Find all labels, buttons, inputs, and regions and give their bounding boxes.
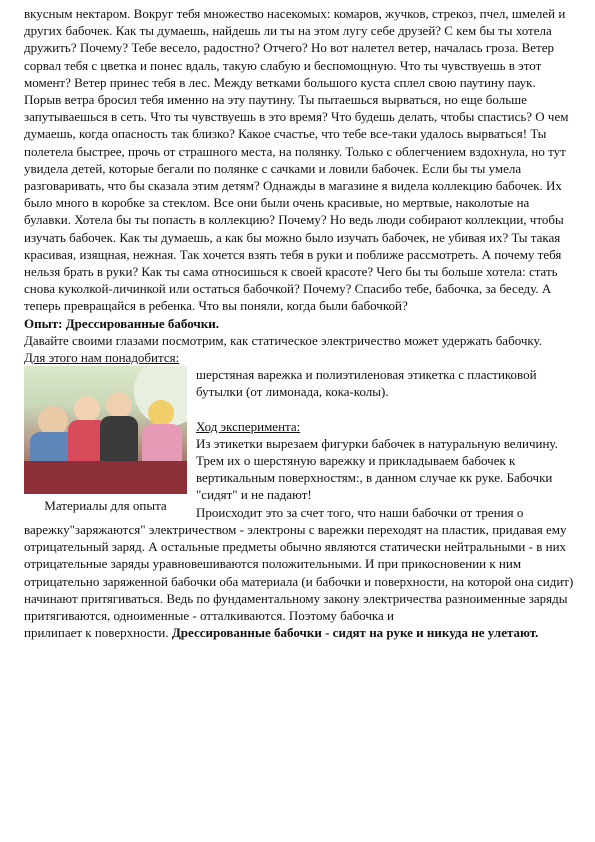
explanation-second: прилипает к поверхности. — [24, 625, 169, 641]
procedure-text: Из этикетки вырезаем фигурки бабочек в натуральную величину. Трем их о шерстяную варежку и прикладываем бабочек к вертикальным поверхностям:, в данном случае кк руке. Бабочки "сидят" и не падают! — [196, 435, 558, 503]
story-paragraph: вкусным нектаром. Вокруг тебя множество насекомых: комаров, жучков, стрекоз, пчел, шмелей и других бабочек. Как ты думаешь, найдешь ли ты на этом лугу себе друзей? С кем бы ты хотела дружить? Почему? Тебе весело, радостно? Отчего? Но вот налетел ветер, началась гроза. Ветер сорвал тебя с цветка и понес вдаль, такую слабую и беспомощную. Что ты чувствуешь в этот момент? Ветер принес тебя в лес. Между ветками большого куста сплел свою паутину паук. Порыв ветра бросил тебя именно на эту паутину. Ты пытаешься вырваться, но еще больше запутываешься в сеть. Что ты чувствуешь в это время? Что будешь делать, чтобы спастись? О чем думаешь, когда опасность так близко? Какое счастье, что тебе все-таки удалось вырваться! Ты полетела быстрее, прочь от страшного места, на полянку. Только с облегчением вздохнула, но тут увидела детей, которые бегали по полянке с сачками и ловили бабочек. Если бы ты умела разговаривать, что бы сказала этим детям? Однажды в магазине я видела коллекцию бабочек. Их было много в коробке за стеклом. Все они были очень красивые, но мертвые, наколотые на булавки. Хотела бы ты попасть в коллекцию? Почему? Но ведь люди собирают коллекции, чтобы изучать бабочек. Как ты думаешь, а как бы можно было изучать бабочек, не убивая их? Ты такая красивая, изящная, нежная. Так хочется взять тебя в руки и поближе рассмотреть. А почему тебя нельзя брать в руки? Как ты сама относишься к своей красоте? Чего бы ты больше хотела: стать снова куколкой-личинкой или остаться бабочкой? Почему? Спасибо тебе, бабочка, за беседу. А теперь превращайся в ребенка. Что вы поняли, когда были бабочкой? — [24, 6, 569, 314]
photo-caption: Материалы для опыта — [44, 498, 167, 514]
materials-needed-label: Для этого нам понадобится: — [24, 350, 180, 366]
conclusion-text: Дрессированные бабочки - сидят на руке и никуда не улетают. — [171, 625, 539, 641]
document-page — [24, 5, 576, 641]
procedure-label: Ход эксперимента: — [196, 418, 301, 434]
experiment-title: Опыт: Дрессированные бабочки. — [24, 315, 219, 331]
materials-section — [24, 366, 576, 624]
materials-list: шерстяная варежка и полиэтиленовая этикетка с пластиковой бутылки (от лимонада, кока-колы). — [196, 367, 537, 400]
experiment-intro: Давайте своими глазами посмотрим, как статическое электричество может удержать бабочку. — [24, 332, 542, 348]
children-photo — [24, 366, 187, 494]
explanation-end — [24, 624, 576, 641]
materials-figure — [24, 366, 187, 514]
explanation-first: Происходит это за счет того, что наши бабочки от трения о варежку"заряжаются" электричеством - электроны с варежки переходят на пластик, придавая ему отрицательный заряд. А остальные предметы обычно являются статически нейтральными - в них отрицательные заряды уравновешиваются положительными. И при прикосновении к ним отрицательно заряженной бабочки оба материала (и бабочки и поверхности, на которой она сидит) начинают притягиваться. Ведь по фундаментальному закону электричества разноименные заряды притягиваются, одноименные - отталкиваются. Поэтому бабочка и — [24, 504, 574, 623]
